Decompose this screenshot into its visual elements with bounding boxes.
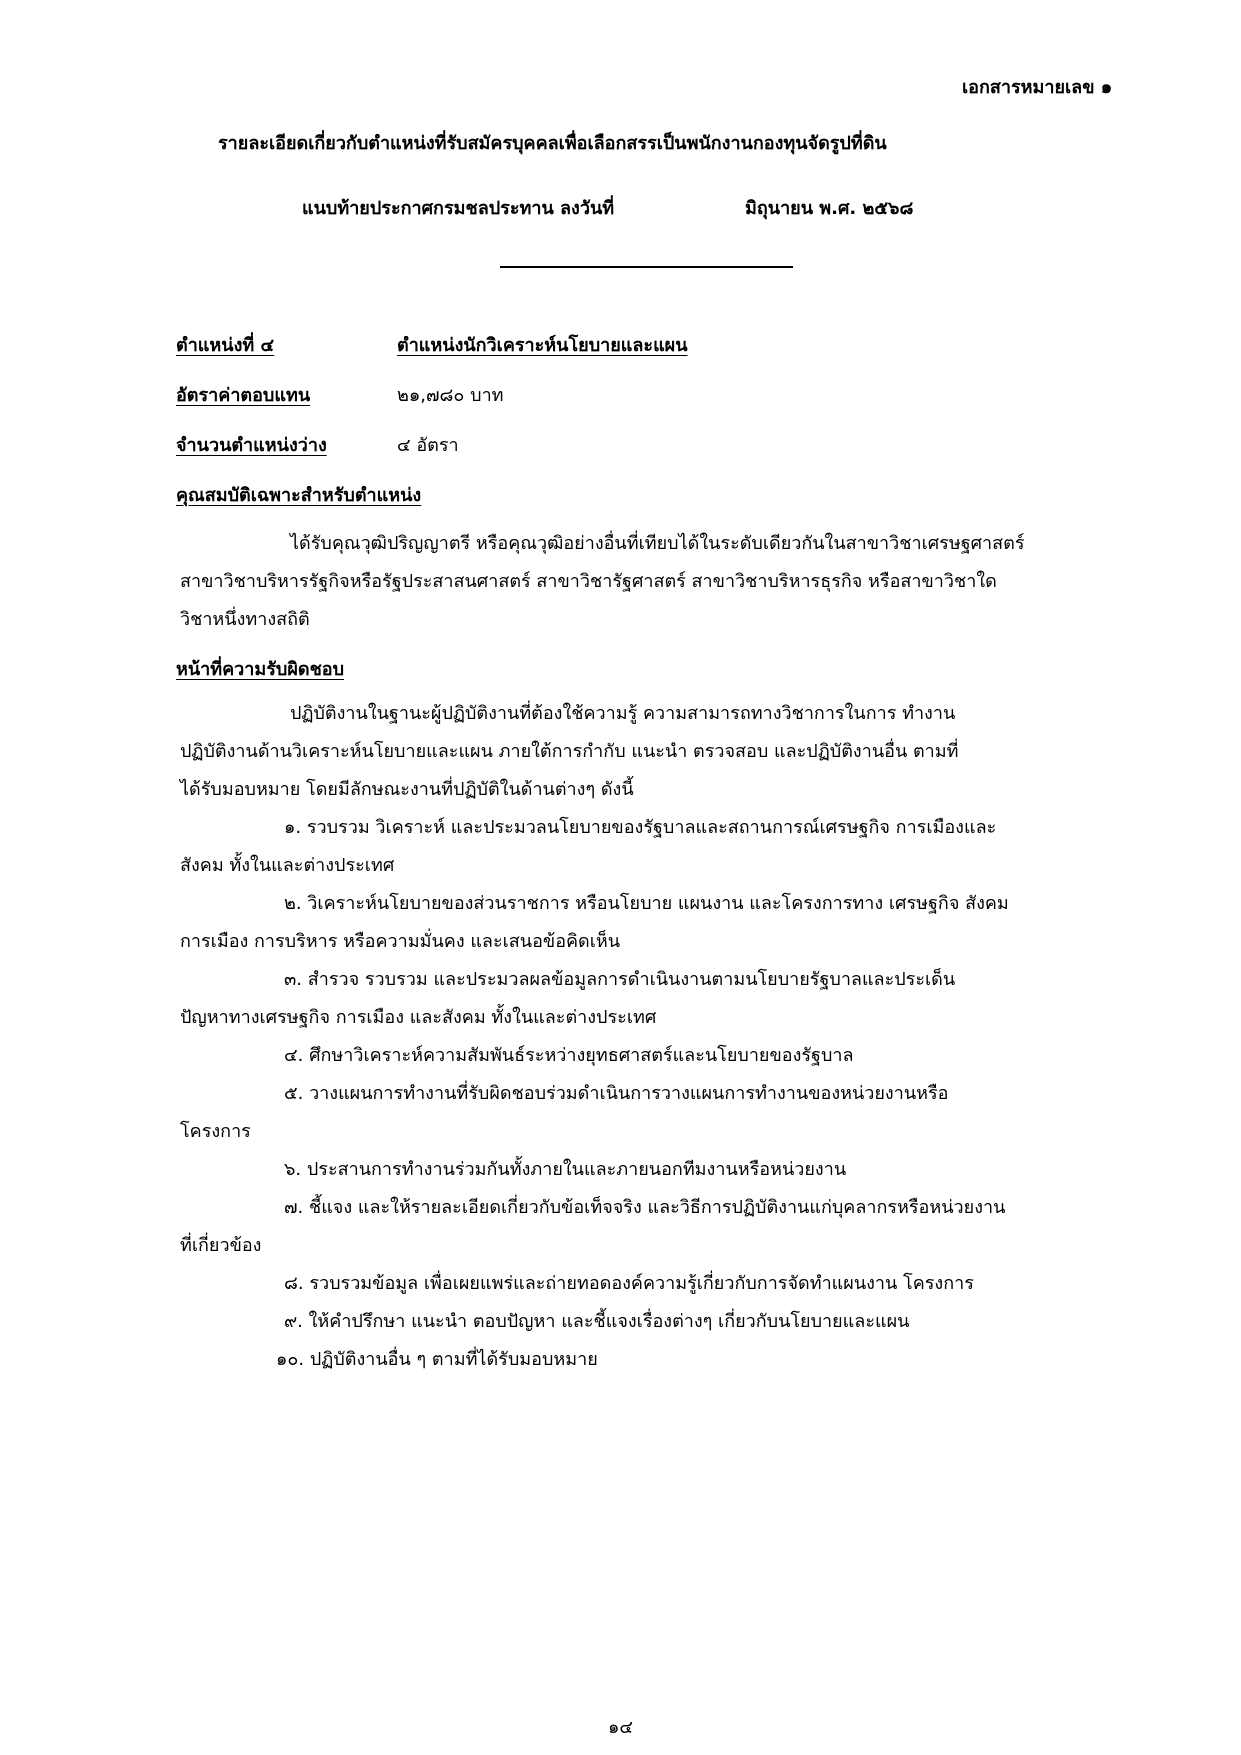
title-divider — [500, 266, 793, 268]
duty-item: ๔. ศึกษาวิเคราะห์ความสัมพันธ์ระหว่างยุทธศาสตร์และนโยบายของรัฐบาล — [284, 1045, 854, 1066]
salary-value: ๒๑,๗๘๐ บาท — [397, 385, 504, 406]
duty-item-continuation: ที่เกี่ยวข้อง — [180, 1235, 262, 1256]
qualifications-heading: คุณสมบัติเฉพาะสำหรับตำแหน่ง — [176, 485, 422, 506]
document-title: รายละเอียดเกี่ยวกับตำแหน่งที่รับสมัครบุคคลเพื่อเลือกสรรเป็นพนักงานกองทุนจัดรูปที่ดิน — [218, 133, 887, 154]
duty-item: ๘. รวบรวมข้อมูล เพื่อเผยแพร่และถ่ายทอดองค์ความรู้เกี่ยวกับการจัดทำแผนงาน โครงการ — [284, 1273, 974, 1294]
position-label: ตำแหน่งที่ ๔ — [176, 335, 275, 356]
duties-intro-line: ปฏิบัติงานด้านวิเคราะห์นโยบายและแผน ภายใต้การกำกับ แนะนำ ตรวจสอบ และปฏิบัติงานอื่น ตามที่ — [180, 741, 959, 762]
duties-heading: หน้าที่ความรับผิดชอบ — [176, 659, 345, 680]
page-number: ๑๔ — [608, 1717, 634, 1738]
vacancies-value: ๔ อัตรา — [397, 435, 459, 456]
duty-item: ๖. ประสานการทำงานร่วมกันทั้งภายในและภายนอกทีมงานหรือหน่วยงาน — [284, 1159, 847, 1180]
qualifications-line: วิชาหนึ่งทางสถิติ — [180, 609, 310, 630]
subtitle-announcement: แนบท้ายประกาศกรมชลประทาน ลงวันที่ — [302, 198, 615, 219]
duty-item: ๑. รวบรวม วิเคราะห์ และประมวลนโยบายของรัฐบาลและสถานการณ์เศรษฐกิจ การเมืองและ — [284, 817, 997, 838]
qualifications-line: สาขาวิชาบริหารรัฐกิจหรือรัฐประสาสนศาสตร์ สาขาวิชารัฐศาสตร์ สาขาวิชาบริหารธุรกิจ หรือสาขาวิชาใด — [180, 571, 997, 592]
duty-item-continuation: การเมือง การบริหาร หรือความมั่นคง และเสนอข้อคิดเห็น — [180, 931, 621, 952]
duty-item-continuation: ปัญหาทางเศรษฐกิจ การเมือง และสังคม ทั้งในและต่างประเทศ — [180, 1007, 657, 1028]
position-value: ตำแหน่งนักวิเคราะห์นโยบายและแผน — [397, 335, 688, 356]
duty-item: ๙. ให้คำปรึกษา แนะนำ ตอบปัญหา และชี้แจงเรื่องต่างๆ เกี่ยวกับนโยบายและแผน — [284, 1311, 910, 1332]
duties-intro-line: ปฏิบัติงานในฐานะผู้ปฏิบัติงานที่ต้องใช้ความรู้ ความสามารถทางวิชาการในการ ทำงาน — [290, 703, 956, 724]
duties-intro-line: ได้รับมอบหมาย โดยมีลักษณะงานที่ปฏิบัติในด้านต่างๆ ดังนี้ — [180, 779, 634, 800]
duty-item: ๕. วางแผนการทำงานที่รับผิดชอบร่วมดำเนินการวางแผนการทำงานของหน่วยงานหรือ — [284, 1083, 949, 1104]
subtitle-date: มิถุนายน พ.ศ. ๒๕๖๘ — [745, 198, 914, 219]
duty-item: ๑๐. ปฏิบัติงานอื่น ๆ ตามที่ได้รับมอบหมาย — [276, 1349, 598, 1370]
duty-item: ๒. วิเคราะห์นโยบายของส่วนราชการ หรือนโยบาย แผนงาน และโครงการทาง เศรษฐกิจ สังคม — [284, 893, 1009, 914]
duty-item-continuation: โครงการ — [180, 1121, 251, 1142]
vacancies-label: จำนวนตำแหน่งว่าง — [176, 435, 327, 456]
duty-item: ๗. ชี้แจง และให้รายละเอียดเกี่ยวกับข้อเท็จจริง และวิธีการปฏิบัติงานแก่บุคลากรหรือหน่วยงาน — [284, 1197, 1006, 1218]
qualifications-line: ได้รับคุณวุฒิปริญญาตรี หรือคุณวุฒิอย่างอื่นที่เทียบได้ในระดับเดียวกันในสาขาวิชาเศรษฐศาสตร์ — [290, 533, 1025, 554]
document-number: เอกสารหมายเลข ๑ — [962, 77, 1113, 98]
duty-item-continuation: สังคม ทั้งในและต่างประเทศ — [180, 855, 395, 876]
duty-item: ๓. สำรวจ รวบรวม และประมวลผลข้อมูลการดำเนินงานตามนโยบายรัฐบาลและประเด็น — [284, 969, 956, 990]
salary-label: อัตราค่าตอบแทน — [176, 385, 311, 406]
